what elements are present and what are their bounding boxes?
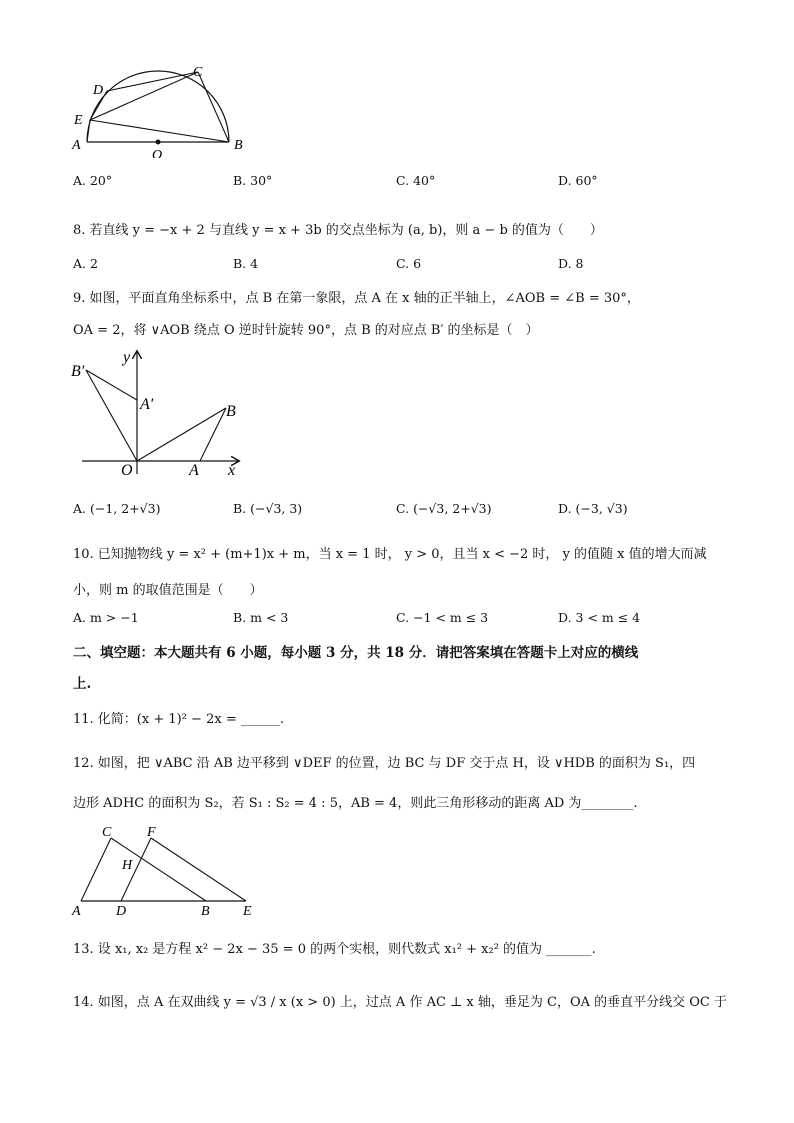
semicircle-arc (87, 71, 229, 142)
q9-option-b: B. (−√3, 3) (233, 501, 303, 516)
section2-heading-line2: 上. (73, 676, 92, 692)
q7-option-d: D. 60° (558, 173, 598, 188)
label-b-prime: B′ (71, 363, 85, 380)
rotation-figure (68, 346, 248, 478)
center-point (156, 140, 161, 145)
q7-option-c: C. 40° (396, 173, 436, 188)
q13-stem: 13. 设 x₁, x₂ 是方程 x² − 2x − 35 = 0 的两个实根，则代数式 x₁² + x₂² 的值为 _______. (73, 942, 596, 957)
q10-option-a: A. m > −1 (73, 610, 139, 625)
label-c: C (102, 825, 112, 840)
label-y: y (123, 349, 131, 366)
q9-option-a: A. (−1, 2+√3) (73, 501, 161, 516)
q14-stem: 14. 如图，点 A 在双曲线 y = √3 / x (x > 0) 上，过点 A 作 AC ⊥ x 轴，垂足为 C，OA 的垂直平分线交 OC 于 (73, 995, 727, 1010)
q7-option-a: A. 20° (73, 173, 113, 188)
label-a-prime: A′ (140, 396, 154, 413)
label-d: D (93, 83, 104, 98)
translation-figure (68, 822, 268, 920)
q12-stem-line2: 边形 ADHC 的面积为 S₂，若 S₁ : S₂ = 4 : 5，AB = 4，则此三角形移动的距离 AD 为________. (73, 796, 638, 811)
label-c: C (193, 65, 203, 80)
label-x: x (228, 462, 236, 478)
q8-option-b: B. 4 (233, 256, 259, 271)
label-a: A (72, 904, 81, 919)
q8-option-d: D. 8 (558, 256, 584, 271)
q10-stem-line2: 小，则 m 的取值范围是（ ） (73, 583, 263, 598)
label-b: B (226, 403, 236, 420)
semicircle-figure (70, 58, 250, 158)
label-d: D (116, 904, 127, 919)
q8-option-c: C. 6 (396, 256, 422, 271)
q10-option-c: C. −1 < m ≤ 3 (396, 610, 489, 625)
q10-stem-line1: 10. 已知抛物线 y = x² + (m+1)x + m，当 x = 1 时， y > 0，且当 x < −2 时， y 的值随 x 值的增大而减 (73, 547, 707, 562)
q8-option-a: A. 2 (73, 256, 98, 271)
label-a: A (189, 462, 199, 478)
label-f: F (147, 825, 156, 840)
q10-option-b: B. m < 3 (233, 610, 289, 625)
label-b: B (234, 138, 243, 153)
q9-option-d: D. (−3, √3) (558, 501, 628, 516)
q9-option-c: C. (−√3, 2+√3) (396, 501, 492, 516)
label-b: B (201, 904, 210, 919)
label-o: O (121, 462, 133, 478)
q10-option-d: D. 3 < m ≤ 4 (558, 610, 641, 625)
q9-stem-line1: 9. 如图，平面直角坐标系中，点 B 在第一象限，点 A 在 x 轴的正半轴上，∠AOB = ∠B = 30°， (73, 291, 640, 306)
label-o: O (152, 148, 163, 158)
q12-stem-line1: 12. 如图，把 ∨ABC 沿 AB 边平移到 ∨DEF 的位置，边 BC 与 DF 交于点 H，设 ∨HDB 的面积为 S₁，四 (73, 756, 696, 771)
q7-option-b: B. 30° (233, 173, 273, 188)
label-h: H (122, 858, 133, 873)
q8-stem: 8. 若直线 y = −x + 2 与直线 y = x + 3b 的交点坐标为 (a, b)，则 a − b 的值为（ ） (73, 223, 603, 238)
label-a: A (72, 138, 81, 153)
q11-stem: 11. 化简：(x + 1)² − 2x = ______. (73, 712, 284, 727)
q9-stem-line2: OA = 2，将 ∨AOB 绕点 O 逆时针旋转 90°，点 B 的对应点 B′ 的坐标是（ ） (73, 323, 539, 338)
label-e: E (74, 113, 83, 128)
section2-heading-line1: 二、填空题：本大题共有 6 小题，每小题 3 分，共 18 分．请把答案填在答题卡上对应的横线 (73, 645, 639, 661)
label-e: E (243, 904, 252, 919)
